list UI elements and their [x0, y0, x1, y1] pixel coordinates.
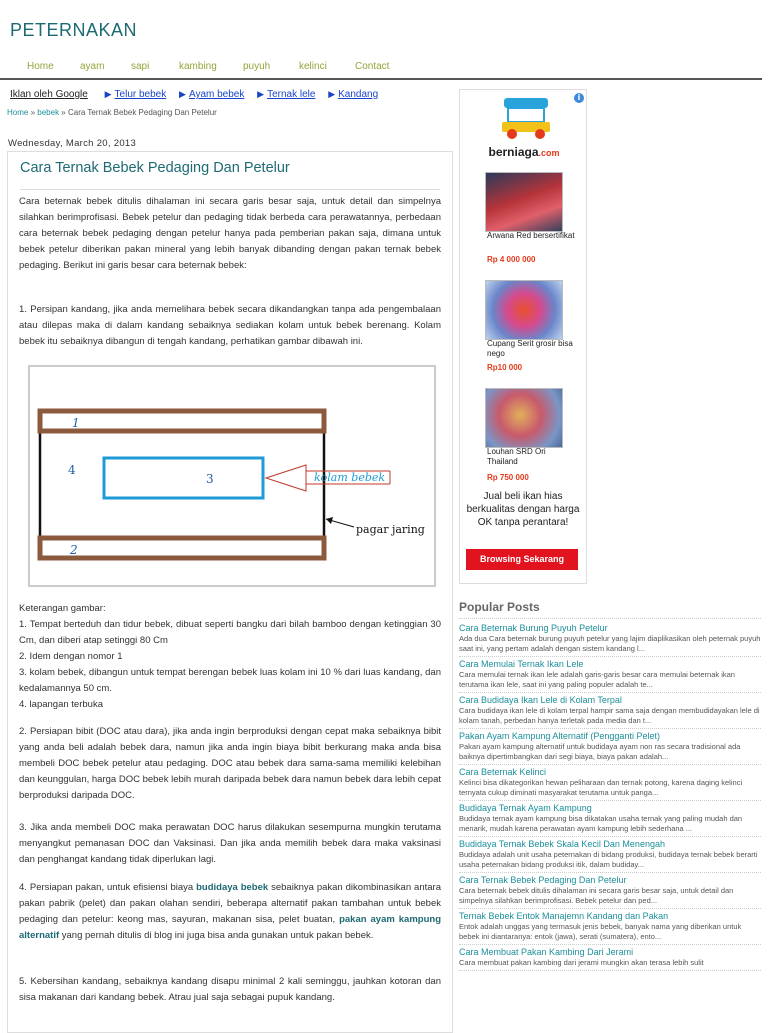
diagram-pagar-label: pagar jaring [356, 523, 425, 536]
date-header: Wednesday, March 20, 2013 [8, 138, 137, 149]
popular-posts-title: Popular Posts [459, 600, 761, 619]
nav-kelinci[interactable]: kelinci [299, 61, 327, 72]
post-container [7, 151, 453, 1033]
louhan-fish-image[interactable] [485, 388, 563, 448]
popular-post-item [459, 803, 761, 837]
ad-info-icon[interactable]: i [574, 93, 584, 103]
popular-post-snippet: Entok adalah unggas yang termasuk jenis bebek, banyak nama yang diberikan untuk bebek ini diantaranya: entok (jawa), serati (sumatera), ento... [459, 922, 742, 941]
ad-link-telur-bebek[interactable]: Telur bebek [114, 89, 167, 100]
popular-post-link[interactable]: Cara Beternak Burung Puyuh Petelur [459, 623, 608, 633]
diagram-label-2: 2 [70, 543, 78, 557]
ads-by-google-label[interactable]: Iklan oleh Google [10, 89, 88, 100]
popular-post-snippet: Cara membuat pakan kambing dari jerami mungkin akan terasa lebih sulit [459, 958, 704, 967]
diagram-label-1: 1 [72, 416, 80, 430]
product-name[interactable]: Cupang Serit grosir bisa nego [487, 339, 573, 358]
site-title[interactable]: PETERNAKAN [10, 20, 138, 40]
popular-post-item [459, 695, 761, 729]
product-price: Rp 4 000 000 [487, 255, 536, 264]
legend-item: 4. lapangan terbuka [19, 699, 103, 710]
popular-post-link[interactable]: Cara Budidaya Ikan Lele di Kolam Terpal [459, 695, 622, 705]
diagram-kolam-label: kolam bebek [314, 471, 386, 484]
popular-posts [459, 600, 761, 973]
title-divider [20, 189, 440, 190]
post-intro: Cara beternak bebek ditulis dihalaman ini secara garis besar saja, untuk detail dan simpelnya silahkan berimprofisasi. Bebek petelur dan pedaging tidak berbeda cara perawatannya, perbedaan cara beternak bebek pedaging dengan petelur hanya pada pemberian pakan saja, dimana untuk bebek petelur diberikan pakan mineral yang lebih banyak dibanding dengan pakan ternak bebek pedaging. Berikut ini garis besar cara beternak bebek: [19, 196, 441, 271]
popular-post-snippet: Cara memulai ternak ikan lele adalah garis-garis besar cara memulai beternak ikan terutama ikan lele, saat ini yang paling populer adalah te... [459, 670, 735, 689]
ad-link-kandang[interactable]: Kandang [338, 89, 379, 100]
legend-title: Keterangan gambar: [19, 603, 106, 614]
cupang-fish-image[interactable] [485, 280, 563, 340]
breadcrumb-current: Cara Ternak Bebek Pedaging Dan Petelur [67, 108, 217, 117]
popular-post-snippet: Cara budidaya ikan lele di kolam terpal hampir sama saja dengan membudidayakan lele di kolam tanah, perbedan hanya terletak pada media dan t... [459, 706, 760, 725]
popular-post-link[interactable]: Cara Ternak Bebek Pedaging Dan Petelur [459, 875, 627, 885]
popular-post-item [459, 731, 761, 765]
nav-ayam[interactable]: ayam [80, 61, 105, 72]
popular-post-snippet: Budidaya ternak ayam kampung bisa dikatakan usaha ternak yang paling mudah dan menarik, mudah karena perawatan ayam kampung lebih sederhana ... [459, 814, 743, 833]
diagram-label-3: 3 [206, 472, 214, 486]
legend-item: 2. Idem dengan nomor 1 [19, 651, 123, 662]
browsing-sekarang-button[interactable]: Browsing Sekarang [466, 549, 578, 570]
popular-post-item [459, 911, 761, 945]
breadcrumb-separator: » [30, 108, 36, 117]
popular-post-item [459, 623, 761, 657]
post-paragraph-1: 1. Persipan kandang, jika anda memelihara bebek secara dikandangkan tanpa ada pengembalaan atau dilepas maka di dalam kandang sebaiknya sediakan kolam untuk bebek berenang. Kolam bebek itu sebaiknya dibangun di tengah kandang, perhatikan gambar dibawah ini. [19, 304, 441, 347]
ad-link-ayam-bebek[interactable]: Ayam bebek [188, 89, 245, 100]
product-name[interactable]: Louhan SRD Ori Thailand [487, 447, 546, 466]
diagram-legend [19, 601, 441, 713]
popular-post-item [459, 767, 761, 801]
popular-post-item [459, 839, 761, 873]
top-nav [0, 58, 762, 80]
legend-item: 3. kolam bebek, dibangun untuk tempat berengan bebek luas kolam ini 10 % dari luas kandang, dan kedalamannya 50 cm. [19, 667, 441, 694]
post-paragraph-3: 3. Jika anda membeli DOC maka perawatan DOC harus dilakukan sesempurna mungkin terutama menyangkut pemanasan DOC dan Vaksinasi. Dan jika anda memilih bebek dara maka vaksinasi dan penghangat kandang tidak diperlukan lagi. [19, 822, 441, 865]
nav-kambing[interactable]: kambing [179, 61, 217, 72]
popular-post-link[interactable]: Cara Beternak Kelinci [459, 767, 547, 777]
popular-post-snippet: Cara beternak bebek ditulis dihalaman ini secara garis besar saja, untuk detail dan simpelnya silahkan berimprofisasi. Bebek petelur dan ped... [459, 886, 734, 905]
triangle-icon: ▶ [104, 89, 112, 99]
breadcrumb-home[interactable]: Home [7, 108, 29, 117]
popular-post-link[interactable]: Cara Memulai Ternak Ikan Lele [459, 659, 584, 669]
triangle-icon: ▶ [328, 89, 336, 99]
arwana-fish-image[interactable] [485, 172, 563, 232]
popular-post-item [459, 875, 761, 909]
product-price: Rp 750 000 [487, 473, 529, 482]
post-title[interactable]: Cara Ternak Bebek Pedaging Dan Petelur [20, 160, 290, 176]
nav-contact[interactable]: Contact [355, 61, 390, 72]
diagram-label-4: 4 [68, 463, 76, 477]
popular-post-item [459, 659, 761, 693]
legend-item: 1. Tempat berteduh dan tidur bebek, dibuat seperti bangku dari bilah bamboo dengan ketinggian 30 Cm, dan diberi atap setinggi 80 Cm [19, 619, 441, 646]
popular-post-link[interactable]: Budidaya Ternak Bebek Skala Kecil Dan Menengah [459, 839, 665, 849]
kandang-diagram [28, 365, 436, 587]
sidebar-ad[interactable] [459, 89, 587, 584]
ad-tagline: Jual beli ikan hias berkualitas dengan harga OK tanpa perantara! [466, 491, 580, 528]
kandang-diagram-svg [30, 367, 434, 585]
popular-post-link[interactable]: Ternak Bebek Entok Manajemn Kandang dan Pakan [459, 911, 669, 921]
nav-home[interactable]: Home [27, 61, 54, 72]
triangle-icon: ▶ [257, 89, 265, 99]
breadcrumb-separator: » [61, 108, 66, 117]
product-name[interactable]: Arwana Red bersertifikat [487, 231, 575, 240]
popular-post-link[interactable]: Budidaya Ternak Ayam Kampung [459, 803, 592, 813]
nav-sapi[interactable]: sapi [131, 61, 150, 72]
popular-post-snippet: Budidaya adalah unit usaha peternakan di bidang produksi, budidaya ternak bebek berarti usaha peternakan bidang produksi itik, dalam budiday... [459, 850, 758, 869]
link-budidaya-bebek[interactable]: budidaya bebek [196, 882, 269, 893]
popular-post-link[interactable]: Pakan Ayam Kampung Alternatif (Pengganti Pelet) [459, 731, 660, 741]
popular-post-snippet: Ada dua Cara beternak burung puyuh petelur yang lajim diaplikasikan oleh peternak puyuh saat ini, yang pertam adalah dengan sistem kandang l... [459, 634, 761, 653]
ad-link-bar [10, 89, 388, 100]
popular-post-link[interactable]: Cara Membuat Pakan Kambing Dari Jerami [459, 947, 634, 957]
link-pakan-ayam-kampung[interactable]: pakan ayam kampung alternatif [19, 914, 442, 941]
product-price: Rp10 000 [487, 363, 523, 372]
truck-logo-icon [498, 96, 554, 142]
ad-link-ternak-lele[interactable]: Ternak lele [267, 89, 316, 100]
breadcrumb [7, 108, 217, 117]
popular-post-snippet: Pakan ayam kampung alternatif untuk budidaya ayam non ras secara tradisional ada baiknya dipertimbangkan dari segi biaya, biaya pakan adalah... [459, 742, 741, 761]
triangle-icon: ▶ [179, 89, 186, 99]
post-paragraph-2: 2. Persiapan bibit (DOC atau dara), jika anda ingin berproduksi dengan cepat maka sebaiknya bibit yang anda beli adalah bebek dara, namun jika anda ingin biaya bibit berkurang maka anda bisa membeli DOC bebek petelur atau pedaging. DOC atau bebek dara sama-sama memiliki kelebihan dan keunggulan, harga DOC bebek lebih murah daripada bebek dara namun bebek dara lebih cepat berproduksi daripada DOC. [19, 726, 441, 801]
post-paragraph-5: 5. Kebersihan kandang, sebaiknya kandang disapu minimal 2 kali seminggu, jauhkan kotoran dan sisa makanan dari kandang bebek. Atrau jual saja sebagai pupuk kandang. [19, 976, 441, 1003]
breadcrumb-category[interactable]: bebek [37, 108, 60, 117]
berniaga-logo[interactable]: berniaga.com [488, 145, 560, 159]
nav-puyuh[interactable]: puyuh [243, 61, 271, 72]
post-paragraph-4: 4. Persiapan pakan, untuk efisiensi biaya budidaya bebek sebaiknya pakan dikombinasikan antara pakan pabrik (pelet) dan pakan olahan sendiri, beberapa alternatif pakan tambahan untuk bebek pedaging dan petelur: keong mas, sayuran, makanan sisa, pelet buatan, pakan ayam kampung alternatif yang pernah ditulis di blog ini juga bisa anda gunakan untuk pakan bebek. [19, 882, 442, 941]
popular-post-item [459, 947, 761, 971]
popular-post-snippet: Kelinci bisa dikategorikan hewan peliharaan dan ternak potong, karena daging kelinci ternyata cukup diminati masyarakat terutama untuk panga... [459, 778, 743, 797]
